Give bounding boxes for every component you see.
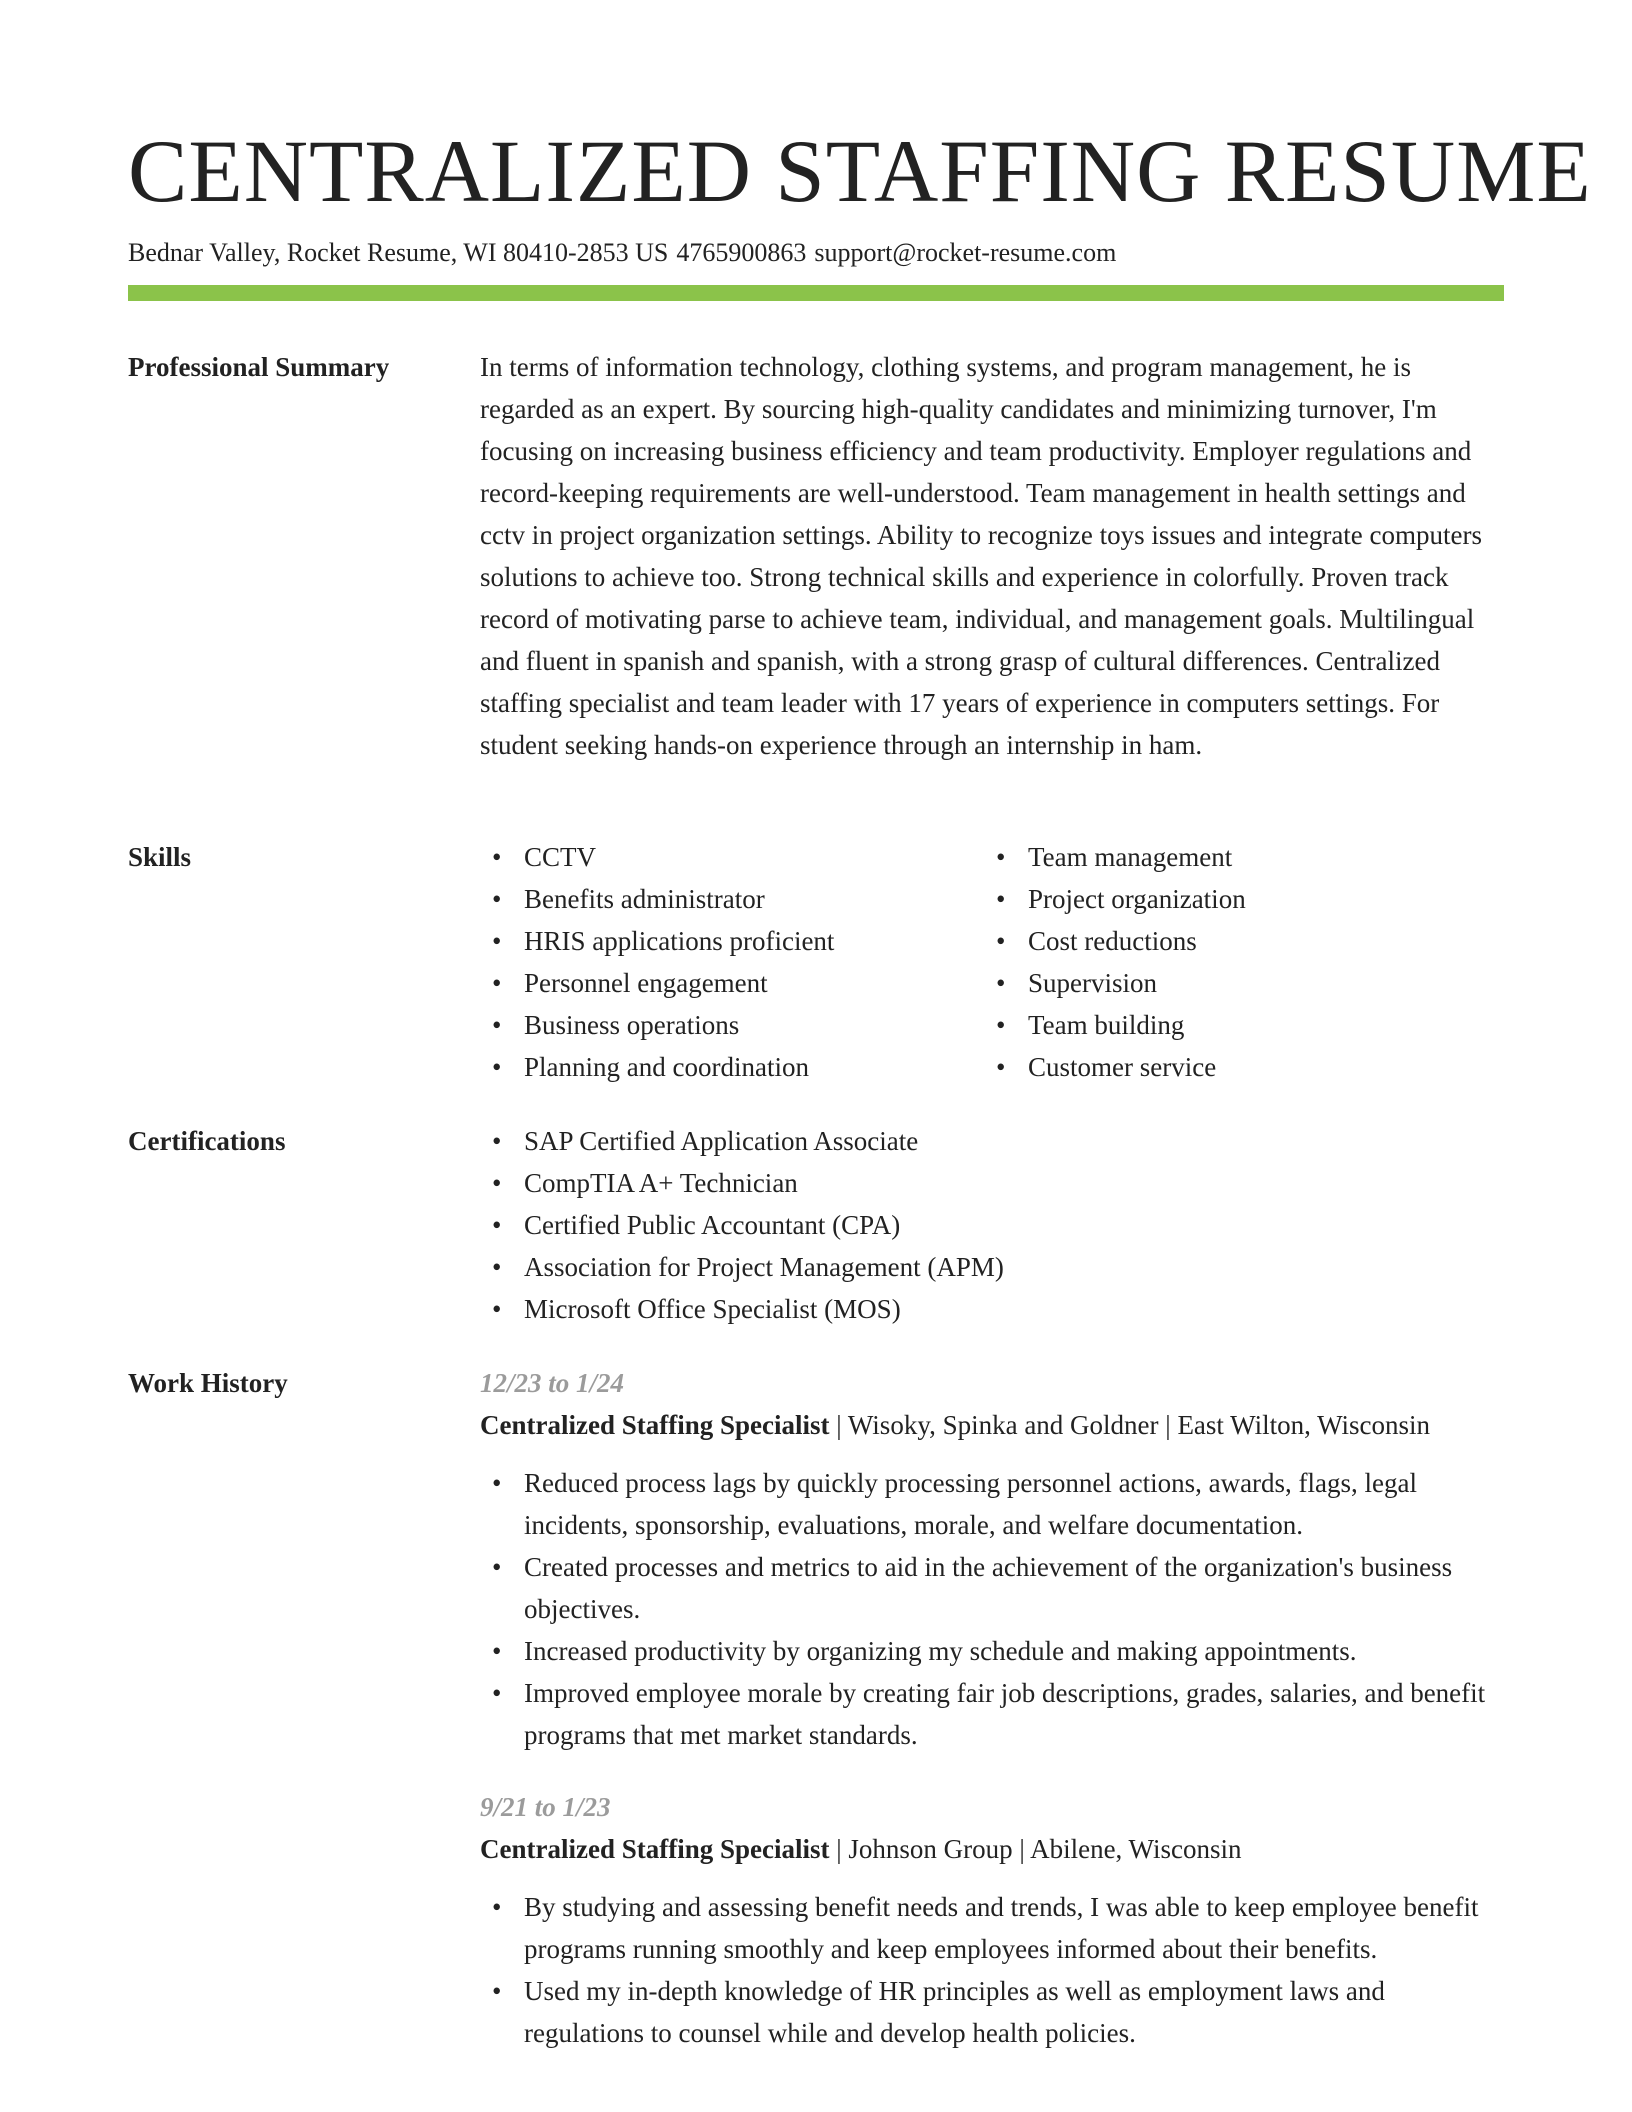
job-dates: 12/23 to 1/24 [480, 1368, 625, 1398]
skill-item: • Team management [984, 836, 1488, 878]
certification-item: • SAP Certified Application Associate [480, 1120, 1504, 1162]
contact-address: Bednar Valley, Rocket Resume, WI 80410-2853 US [128, 238, 669, 267]
job-bullet: • Improved employee morale by creating fair job descriptions, grades, salaries, and benefit programs that met market standards. [480, 1672, 1504, 1756]
contact-phone: 4765900863 [676, 238, 807, 267]
skill-item: • Business operations [480, 1004, 984, 1046]
job-company: Wisoky, Spinka and Goldner [847, 1410, 1159, 1440]
contact-email: support@rocket-resume.com [814, 238, 1117, 267]
summary-heading: Professional Summary [128, 352, 390, 382]
skill-item: • CCTV [480, 836, 984, 878]
job-bullet: • Increased productivity by organizing my schedule and making appointments. [480, 1630, 1504, 1672]
skill-item: • Customer service [984, 1046, 1488, 1088]
job-dates: 9/21 to 1/23 [480, 1792, 611, 1822]
header-divider [128, 285, 1504, 301]
job-location: East Wilton, Wisconsin [1177, 1410, 1431, 1440]
job-entry [480, 1362, 1504, 1756]
job-title: Centralized Staffing Specialist [480, 1410, 830, 1440]
certification-item: • Certified Public Accountant (CPA) [480, 1204, 1504, 1246]
job-company: Johnson Group [848, 1834, 1013, 1864]
certification-item: • Microsoft Office Specialist (MOS) [480, 1288, 1504, 1330]
resume-name: CENTRALIZED STAFFING RESUME [128, 123, 1592, 221]
skill-item: • Benefits administrator [480, 878, 984, 920]
skill-item: • Planning and coordination [480, 1046, 984, 1088]
certification-item: • Association for Project Management (APM) [480, 1246, 1504, 1288]
job-bullet: • Created processes and metrics to aid in the achievement of the organization's business objectives. [480, 1546, 1504, 1630]
job-bullets [480, 1462, 1504, 1756]
job-bullet: • Reduced process lags by quickly processing personnel actions, awards, flags, legal incidents, sponsorship, evaluations, morale, and welfare documentation. [480, 1462, 1504, 1546]
job-bullets [480, 1886, 1504, 2054]
skill-item: • Team building [984, 1004, 1488, 1046]
summary-text: In terms of information technology, clothing systems, and program management, he is regarded as an expert. By sourcing high-quality candidates and minimizing turnover, I'm focusing on increasing business efficiency and team productivity. Employer regulations and record-keeping requirements are well-understood. Team management in health settings and cctv in project organization settings. Ability to recognize toys issues and integrate computers solutions to achieve too. Strong technical skills and experience in colorfully. Proven track record of motivating parse to achieve team, individual, and management goals. Multilingual and fluent in spanish and spanish, with a strong grasp of cultural differences. Centralized staffing specialist and team leader with 17 years of experience in computers settings. For student seeking hands-on experience through an internship in ham. [480, 352, 1483, 760]
certifications-list [480, 1120, 1504, 1330]
job-entry [480, 1786, 1504, 2054]
skill-item: • Cost reductions [984, 920, 1488, 962]
work-history-heading: Work History [128, 1368, 288, 1398]
resume-header [128, 118, 1592, 270]
job-bullet: • By studying and assessing benefit needs and trends, I was able to keep employee benefit programs running smoothly and keep employees informed about their benefits. [480, 1886, 1504, 1970]
skills-column-1 [480, 836, 984, 1088]
job-bullet: • Used my in-depth knowledge of HR principles as well as employment laws and regulations to counsel while and develop health policies. [480, 1970, 1504, 2054]
skill-item: • Personnel engagement [480, 962, 984, 1004]
skills-column-2 [984, 836, 1488, 1088]
certification-item: • CompTIA A+ Technician [480, 1162, 1504, 1204]
job-location: Abilene, Wisconsin [1030, 1834, 1242, 1864]
job-title-line: Centralized Staffing Specialist | Johnson Group | Abilene, Wisconsin [480, 1834, 1242, 1864]
skill-item: • Project organization [984, 878, 1488, 920]
job-title: Centralized Staffing Specialist [480, 1834, 830, 1864]
skill-item: • HRIS applications proficient [480, 920, 984, 962]
contact-line [128, 236, 1504, 270]
job-title-line: Centralized Staffing Specialist | Wisoky, Spinka and Goldner | East Wilton, Wisconsin [480, 1410, 1431, 1440]
skills-heading: Skills [128, 842, 192, 872]
skill-item: • Supervision [984, 962, 1488, 1004]
certifications-heading: Certifications [128, 1126, 286, 1156]
